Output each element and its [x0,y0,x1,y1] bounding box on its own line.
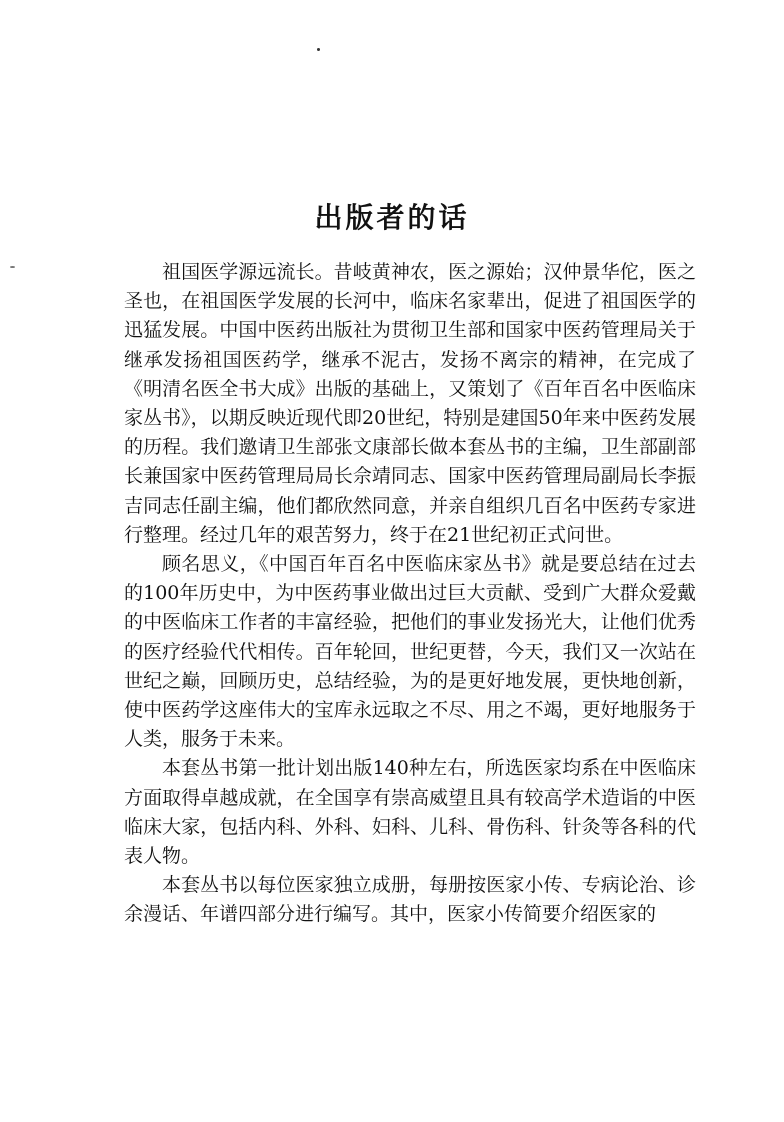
paragraph-3: 本套丛书第一批计划出版140种左右，所选医家均系在中医临床方面取得卓越成就，在全国享有崇高威望且具有较高学术造诣的中医临床大家，包括内科、外科、妇科、儿科、骨伤科、针灸等各科的代表人物。 [124,757,696,868]
paragraph-1: 祖国医学源远流长。昔岐黄神农，医之源始；汉仲景华佗，医之圣也，在祖国医学发展的长河中，临床名家辈出，促进了祖国医学的迅猛发展。中国中医药出版社为贯彻卫生部和国家中医药管理局关于继承发扬祖国医药学，继承不泥古，发扬不离宗的精神，在完成了《明清名医全书大成》出版的基础上，又策划了《百年百名中医临床家丛书》，以期反映近现代即20世纪，特别是建国50年来中医药发展的历程。我们邀请卫生部张文康部长做本套丛书的主编，卫生部副部长兼国家中医药管理局局长佘靖同志、国家中医药管理局副局长李振吉同志任副主编，他们都欣然同意，并亲自组织几百名中医药专家进行整理。经过几年的艰苦努力，终于在21世纪初正式问世。 [124,261,696,546]
body-text [124,258,696,930]
paragraph-4: 本套丛书以每位医家独立成册，每册按医家小传、专病论治、诊余漫话、年谱四部分进行编写。其中，医家小传简要介绍医家的 [124,874,696,926]
page-title: 出版者的话 [314,201,470,234]
scan-speck-top [317,48,320,51]
scan-speck-left [10,266,15,268]
paragraph-2: 顾名思义，《中国百年百名中医临床家丛书》就是要总结在过去的100年历史中，为中医药事业做出过巨大贡献、受到广大群众爱戴的中医临床工作者的丰富经验，把他们的事业发扬光大，让他们优秀的医疗经验代代相传。百年轮回，世纪更替，今天，我们又一次站在世纪之巅，回顾历史，总结经验，为的是更好地发展，更快地创新，使中医药学这座伟大的宝库永远取之不尽、用之不竭，更好地服务于人类，服务于未来。 [124,553,696,751]
